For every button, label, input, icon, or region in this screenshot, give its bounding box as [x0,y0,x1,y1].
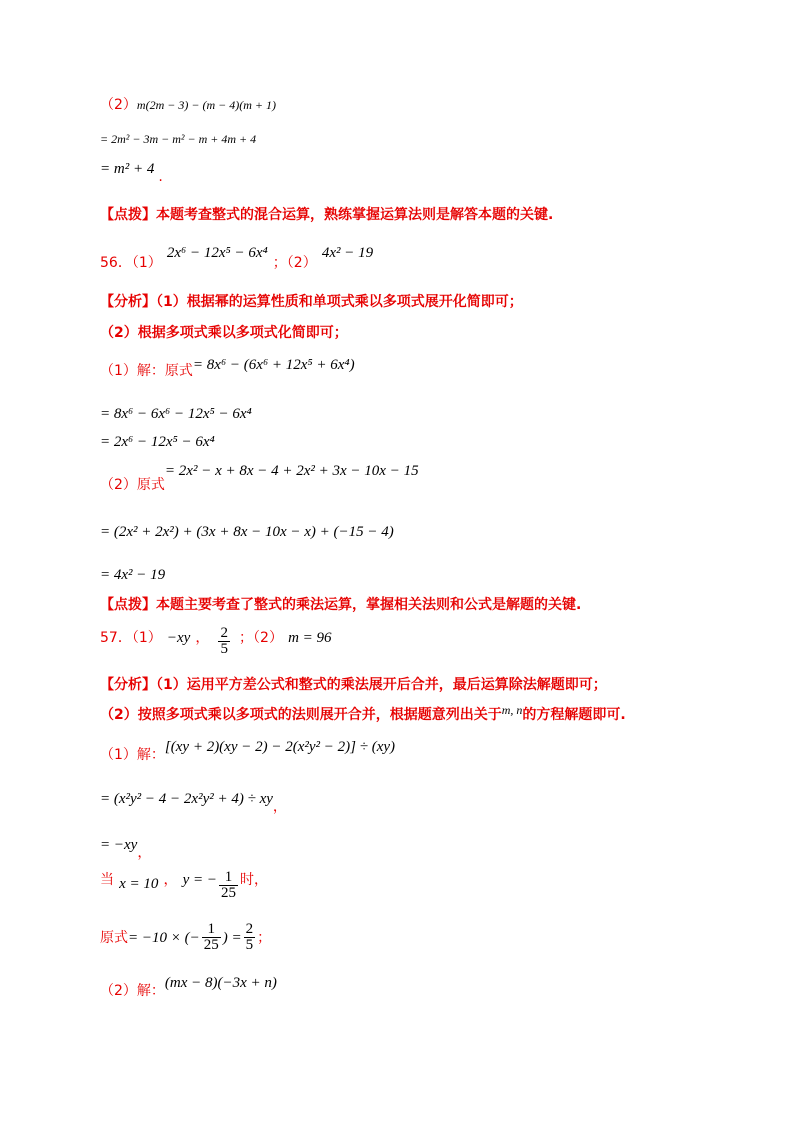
solution-line [100,160,163,185]
math-expression: = −10 × (− [128,930,200,946]
math-expression: = 8x⁶ − 6x⁶ − 12x⁵ − 6x⁴ [100,406,252,422]
solution-line [100,836,152,861]
label: 原式 [100,930,128,946]
solution-line [100,870,268,901]
math-expression: = (2x² + 2x²) + (3x + 8x − 10x − x) + (−15 − 4) [100,524,394,540]
fraction [244,922,256,953]
math-expression: y = − [182,872,217,888]
text: 的方程解题即可. [522,707,626,723]
fraction-numerator: 1 [202,922,221,938]
solution-line [100,922,271,953]
solution-line [100,790,287,815]
solution-line [100,130,256,146]
separator: ， [163,872,178,888]
math-expression: = 2x² − x + 8x − 4 + 2x² + 3x − 10x − 15 [164,463,419,479]
solution-line [100,566,165,583]
fraction [219,870,238,901]
math-expression: 4x² − 19 [321,245,374,261]
math-expression: = (x²y² − 4 − 2x²y² + 4) ÷ xy [100,791,273,807]
math-expression: [(xy + 2)(xy − 2) − 2(x²y² − 2)] ÷ (xy) [164,739,396,755]
fraction [202,922,221,953]
punctuation: ； [257,930,272,946]
math-expression: m(2m − 3) − (m − 4)(m + 1) [136,98,276,112]
answer-line-57 [100,626,332,657]
fraction-numerator: 2 [220,625,228,641]
label: （2）原式 [100,477,165,493]
math-expression: = 8x⁶ − (6x⁶ + 12x⁵ + 6x⁴) [192,357,355,373]
answer-line-56 [100,244,374,271]
label: （1）解：原式 [100,363,193,379]
math-expression: (mx − 8)(−3x + n) [164,975,277,991]
math-expression: m = 96 [288,630,332,646]
math-expression: = −xy [100,837,138,853]
solution-line [100,523,394,540]
text: 时， [239,872,268,888]
math-expression: = 2m² − 3m − m² − m + 4m + 4 [100,132,257,146]
analysis-line: 【分析】（1）根据幂的运算性质和单项式乘以多项式展开化简即可； [100,294,523,310]
label: （2）解： [100,983,165,999]
solution-line [100,738,396,763]
fraction-denominator: 5 [245,937,254,953]
math-expression: = 4x² − 19 [100,567,166,583]
fraction [218,626,230,657]
fraction-denominator: 25 [203,937,219,953]
question-number: 57．（1） [100,630,162,646]
text: （2）按照多项式乘以多项式的法则展开合并，根据题意列出关于 [100,707,502,723]
solution-line [100,433,215,450]
solution-line [100,462,419,493]
solution-line [100,356,355,379]
analysis-line [100,703,626,723]
key-point-note: 【点拨】本题考查整式的混合运算，熟练掌握运算法则是解答本题的关键. [100,207,554,223]
question-number: 56．（1） [100,255,162,271]
analysis-line: （2）根据多项式乘以多项式化简即可； [100,325,348,341]
fraction-numerator: 1 [219,870,238,886]
solution-line [100,405,252,422]
analysis-line: 【分析】（1）运用平方差公式和整式的乘法展开后合并，最后运算除法解题即可； [100,677,607,693]
fraction-denominator: 5 [220,641,228,657]
math-expression: ) = [222,930,242,946]
solution-line [100,96,276,112]
math-expression: x = 10 [119,876,159,892]
separator: ， [195,630,210,646]
math-expression: m, n [501,703,523,717]
math-expression: −xy [166,630,191,646]
fraction-numerator: 2 [245,921,254,937]
separator: ；（2） [239,630,283,646]
punctuation: ， [137,845,152,861]
punctuation: . [158,169,163,185]
math-expression: = 2x⁶ − 12x⁵ − 6x⁴ [100,434,215,450]
math-expression: 2x⁶ − 12x⁵ − 6x⁴ [166,245,268,261]
fraction-denominator: 25 [220,885,236,901]
label: 当 [100,872,114,888]
math-expression: = m² + 4 [100,161,155,177]
key-point-note: 【点拨】本题主要考查了整式的乘法运算，掌握相关法则和公式是解题的关键. [100,597,582,613]
label: （1）解： [100,747,165,763]
punctuation: ， [272,799,287,815]
separator: ；（2） [272,255,317,271]
solution-line [100,974,277,999]
label: （2） [100,97,137,113]
